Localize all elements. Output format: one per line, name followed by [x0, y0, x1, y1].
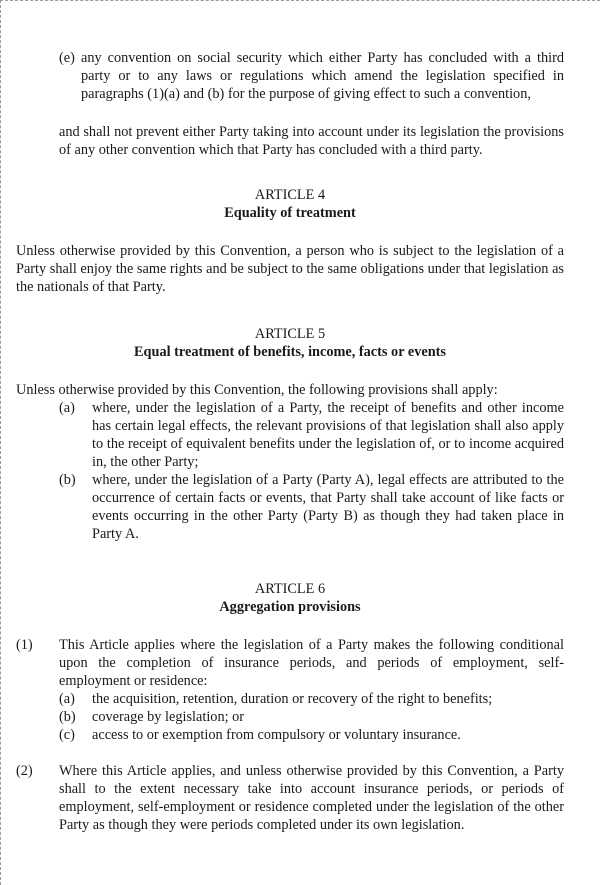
article-number: ARTICLE 4	[254, 187, 326, 203]
paragraph-label: (1)	[16, 637, 33, 653]
item-label: (c)	[59, 727, 75, 743]
list-item-a	[59, 399, 564, 471]
article-title: Aggregation provisions	[219, 599, 361, 615]
paragraph-text: Where this Article applies, and unless otherwise provided by this Convention, a Party shall to the extent necessary take into account insurance periods, or periods of employment, self-employment or residence completed under the legislation of the other Party as though they were periods completed under its own legislation.	[59, 763, 564, 833]
article-title: Equal treatment of benefits, income, facts or events	[134, 344, 446, 360]
item-text: any convention on social security which either Party has concluded with a third party or to any laws or regulations which amend the legislation specified in paragraphs (1)(a) and (b) for the purpose of giving effect to such a convention,	[81, 50, 564, 102]
article-5-lead: Unless otherwise provided by this Convention, the following provisions shall apply:	[16, 382, 498, 398]
sub-item-b	[59, 708, 564, 726]
paragraph-text: This Article applies where the legislation of a Party makes the following conditional upon the completion of insurance periods, and periods of employment, self-employment or residence:	[59, 637, 564, 689]
article-number: ARTICLE 6	[254, 581, 326, 597]
article-5-heading	[16, 325, 564, 361]
sub-item-c	[59, 726, 564, 744]
item-text: where, under the legislation of a Party, the receipt of benefits and other income has certain legal effects, the relevant provisions of that legislation shall also apply to the receipt of equivalent benefits under the legislation of, or to income acquired in, the other Party;	[92, 400, 564, 470]
item-text: the acquisition, retention, duration or recovery of the right to benefits;	[92, 691, 493, 707]
article-number: ARTICLE 5	[254, 326, 326, 342]
list-item-e	[59, 49, 564, 103]
article-4-body: Unless otherwise provided by this Convention, a person who is subject to the legislation of a Party shall enjoy the same rights and be subject to the same obligations under that legislation as the nationals of that Party.	[16, 243, 564, 295]
document-page	[16, 1, 564, 885]
item-label: (a)	[59, 691, 75, 707]
closing-paragraph: and shall not prevent either Party taking into account under its legislation the provisions of any other convention which that Party has concluded with a third party.	[59, 124, 564, 158]
paragraph-1	[16, 636, 564, 690]
item-text: coverage by legislation; or	[92, 709, 245, 725]
item-label: (e)	[59, 50, 75, 66]
article-6-heading	[16, 580, 564, 616]
article-4-heading	[16, 186, 564, 222]
item-label: (b)	[59, 709, 76, 725]
item-text: access to or exemption from compulsory or voluntary insurance.	[92, 727, 461, 743]
item-label: (b)	[59, 472, 76, 488]
item-label: (a)	[59, 400, 75, 416]
item-text: where, under the legislation of a Party (Party A), legal effects are attributed to the occurrence of certain facts or events, that Party shall take account of like facts or events occurring in the other Party (Party B) as though they had taken place in Party A.	[92, 472, 564, 542]
article-title: Equality of treatment	[224, 205, 356, 221]
sub-item-a	[59, 690, 564, 708]
list-item-b	[59, 471, 564, 543]
paragraph-2	[16, 762, 564, 834]
paragraph-label: (2)	[16, 763, 33, 779]
